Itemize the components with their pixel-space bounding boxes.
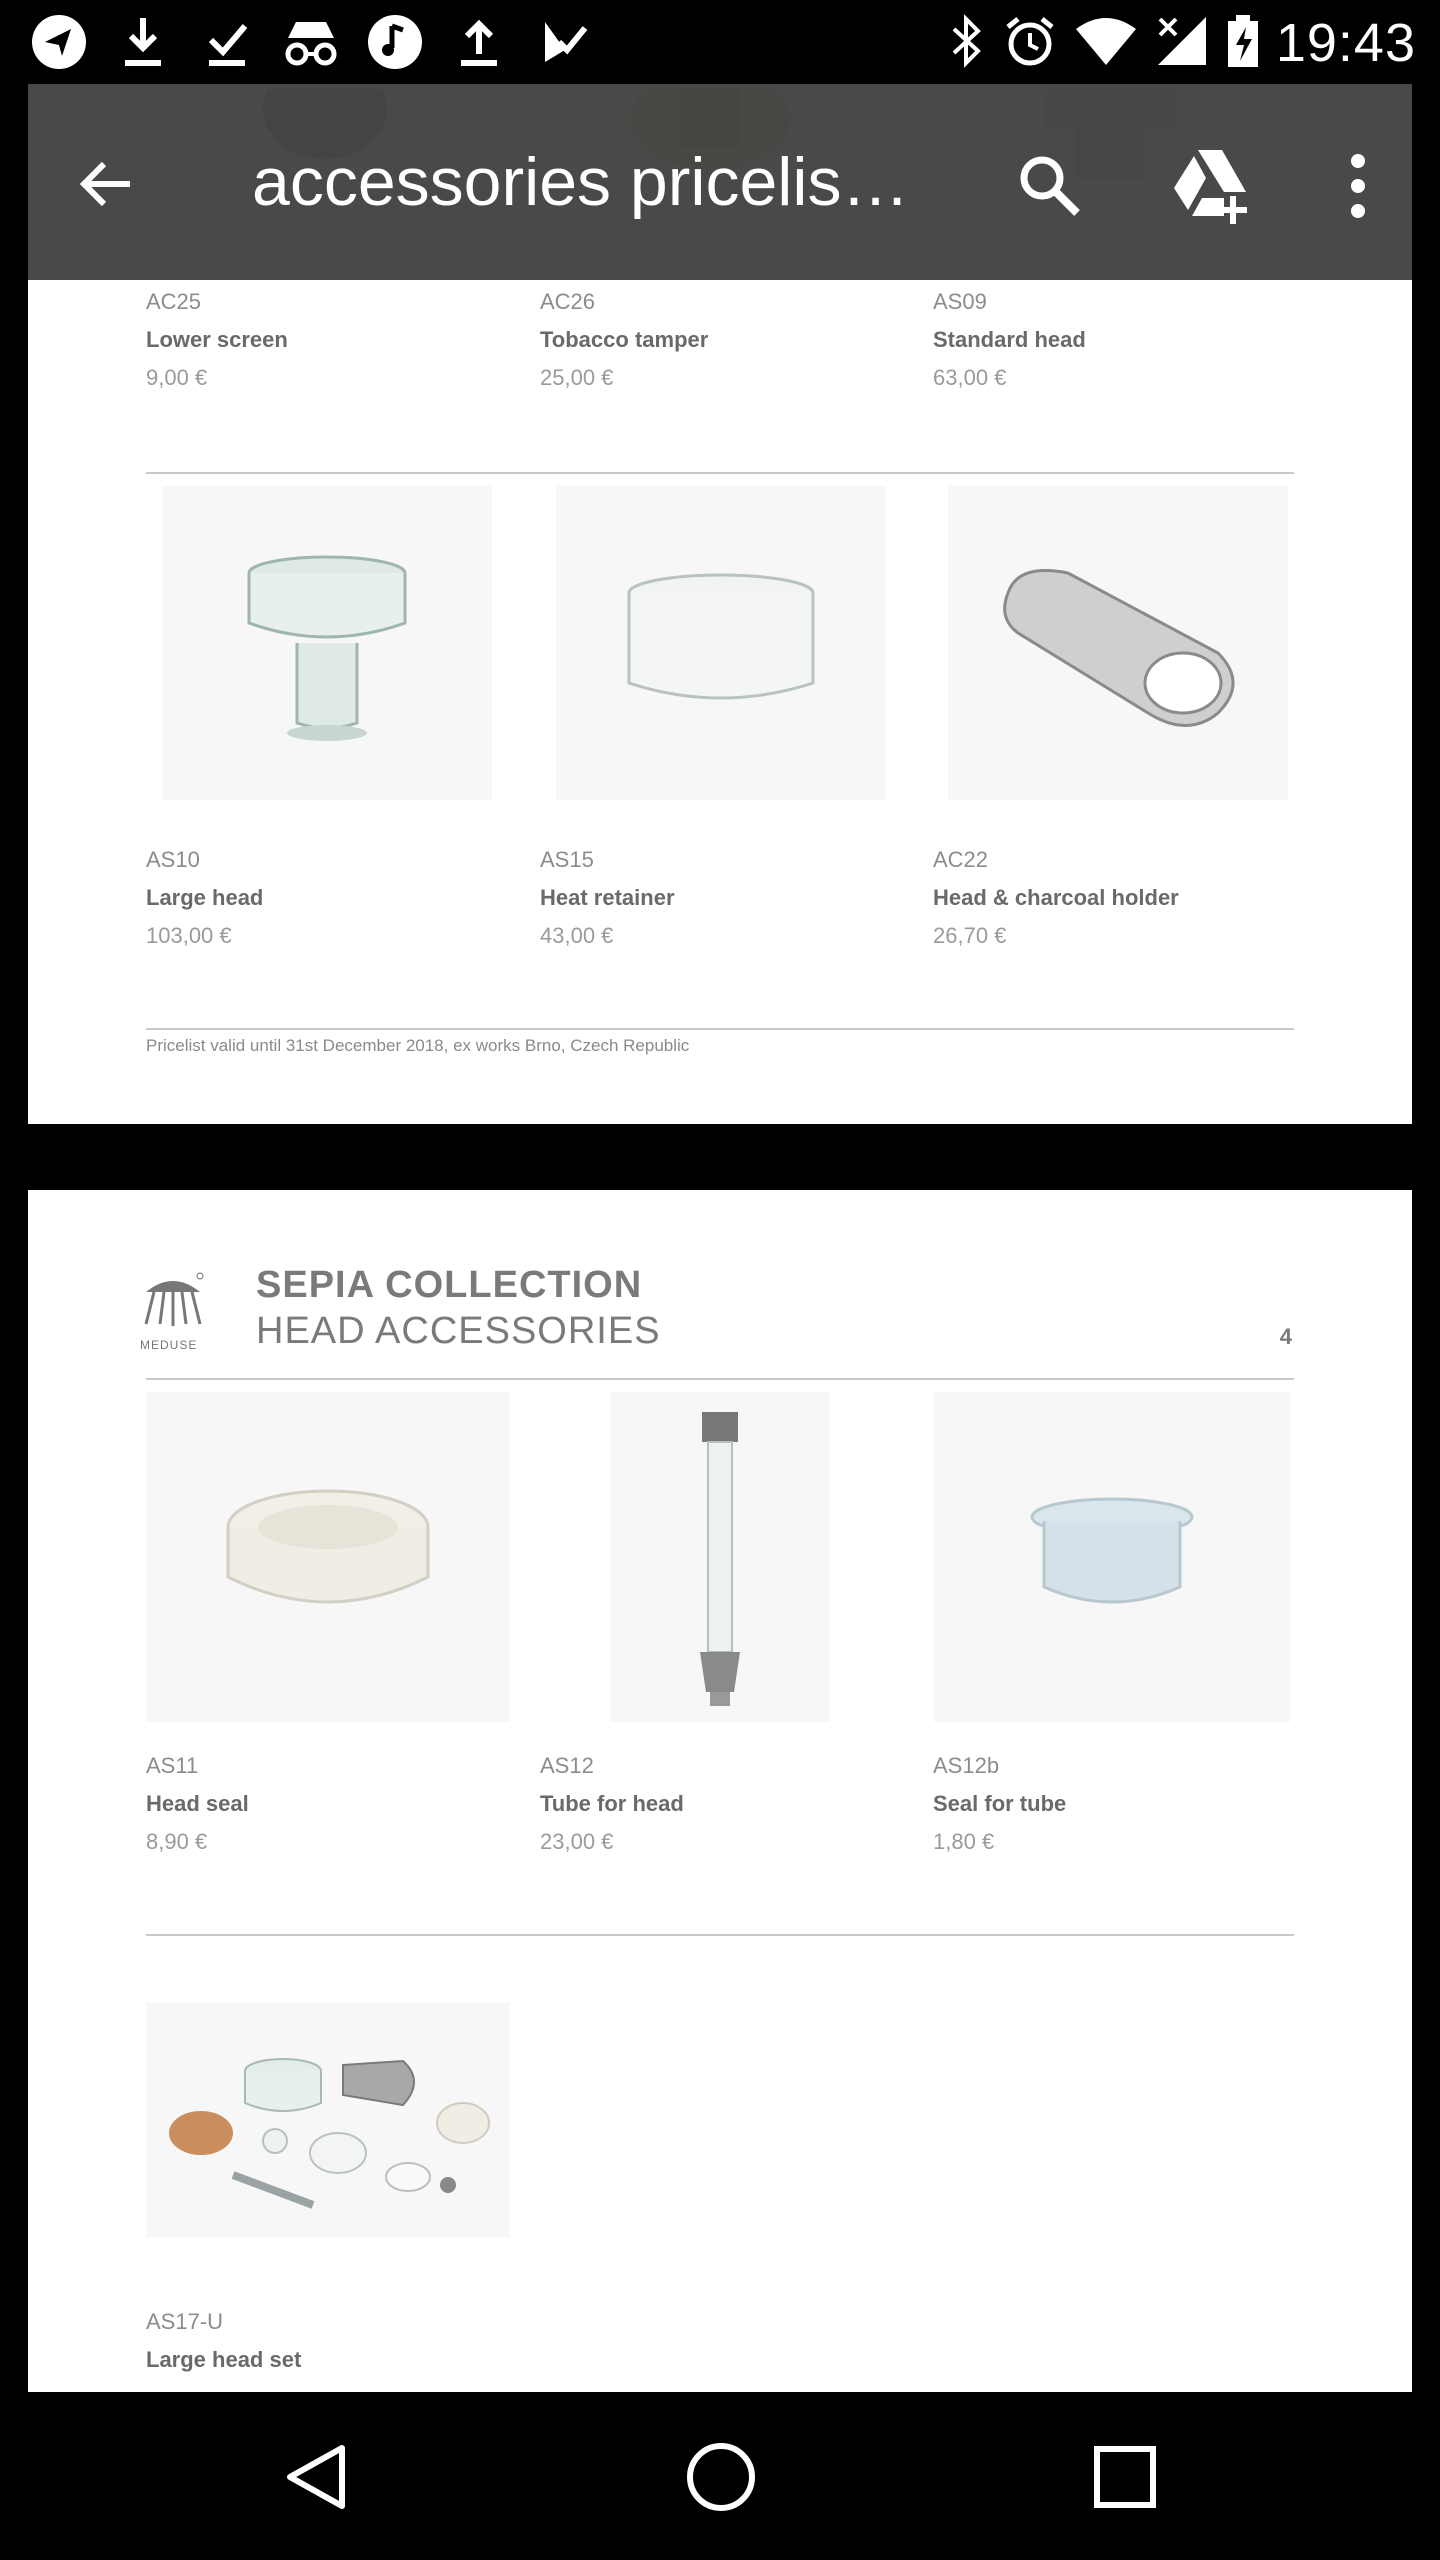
product-card-as09: [933, 288, 1293, 392]
product-code: AS11: [146, 1753, 199, 1778]
logo-text: MEDUSE: [140, 1338, 198, 1352]
product-price: 1,80 €: [933, 1829, 995, 1854]
document-title: accessories pricelis…: [252, 144, 910, 220]
status-bar: [0, 0, 1440, 84]
page-number: 4: [1279, 1324, 1292, 1349]
product-image-large-head: [162, 486, 492, 800]
product-code: AC22: [933, 847, 989, 872]
product-code: AC26: [540, 289, 596, 314]
triangle-back-icon: [282, 2442, 352, 2512]
product-price: 26,70 €: [933, 923, 1007, 948]
product-price: 43,00 €: [540, 923, 614, 948]
upload-icon: [448, 14, 510, 70]
wifi-icon: [1074, 13, 1138, 74]
product-code: AS12: [540, 1753, 594, 1778]
product-card-as12b: [933, 1752, 1293, 1856]
product-price: 103,00 €: [146, 923, 232, 948]
product-card-as11: [146, 1752, 506, 1856]
divider: [146, 472, 1294, 474]
arrow-back-icon: [74, 152, 138, 216]
product-name: Lower screen: [146, 327, 288, 352]
product-image-tube-for-head: [610, 1392, 830, 1722]
product-card-ac25: [146, 288, 506, 392]
product-code: AS10: [146, 847, 200, 872]
more-options-button[interactable]: [1328, 144, 1388, 228]
product-name: Seal for tube: [933, 1791, 1067, 1816]
divider: [146, 1934, 1294, 1936]
nav-home-button[interactable]: [676, 2432, 766, 2522]
product-card-as10: [146, 846, 506, 950]
product-name: Large head: [146, 885, 264, 910]
product-price: 25,00 €: [540, 365, 614, 390]
drive-add-icon: [1170, 144, 1254, 228]
product-image-heat-retainer: [556, 486, 886, 800]
product-code: AS15: [540, 847, 594, 872]
product-price: 9,00 €: [146, 365, 208, 390]
signal-off-icon: [1154, 13, 1210, 74]
nav-recents-button[interactable]: [1080, 2432, 1170, 2522]
product-name: Heat retainer: [540, 885, 675, 910]
navigation-bar: [0, 2392, 1440, 2560]
square-recents-icon: [1092, 2444, 1158, 2510]
add-to-drive-button[interactable]: [1166, 140, 1258, 232]
product-code: AS09: [933, 289, 987, 314]
section-title: HEAD ACCESSORIES: [256, 1310, 661, 1352]
product-name: Head seal: [146, 1791, 249, 1816]
download-icon: [112, 14, 174, 70]
product-name: Tube for head: [540, 1791, 684, 1816]
product-price: 63,00 €: [933, 365, 1007, 390]
divider: [146, 1028, 1294, 1030]
product-card-as12: [540, 1752, 900, 1856]
product-name: Head & charcoal holder: [933, 885, 1179, 910]
product-name: Tobacco tamper: [540, 327, 709, 352]
product-code: AS17-U: [146, 2309, 224, 2334]
nav-back-button[interactable]: [272, 2432, 362, 2522]
incognito-icon: [280, 14, 342, 70]
product-price: 23,00 €: [540, 1829, 614, 1854]
search-icon: [1015, 151, 1085, 221]
product-image-head-charcoal-holder: [948, 486, 1288, 800]
divider: [146, 1378, 1294, 1380]
collection-title: SEPIA COLLECTION: [256, 1264, 643, 1306]
product-image-head-seal: [146, 1392, 510, 1722]
pricelist-footnote: Pricelist valid until 31st December 2018, ex works Brno, Czech Republic: [146, 1036, 690, 1055]
navigation-icon: [28, 14, 90, 70]
battery-charging-icon: [1226, 13, 1260, 74]
product-code: AC25: [146, 289, 202, 314]
product-card-ac26: [540, 288, 900, 392]
product-image-large-head-set: [146, 2002, 510, 2238]
alarm-icon: [1002, 13, 1058, 74]
circle-home-icon: [684, 2440, 758, 2514]
product-code: AS12b: [933, 1753, 1000, 1778]
app-toolbar: [28, 84, 1412, 280]
product-price: 8,90 €: [146, 1829, 208, 1854]
bluetooth-icon: [946, 13, 986, 74]
meduse-logo-icon: [140, 1268, 206, 1348]
product-card-as17-u: [146, 2308, 506, 2374]
back-button[interactable]: [66, 144, 146, 224]
product-card-ac22: [933, 846, 1293, 950]
product-name: Standard head: [933, 327, 1086, 352]
more-vert-icon: [1348, 151, 1368, 221]
music-icon: [364, 14, 426, 70]
download-done-icon: [196, 14, 258, 70]
search-button[interactable]: [1008, 144, 1092, 228]
send-check-icon: [532, 14, 594, 70]
product-image-seal-for-tube: [934, 1392, 1290, 1722]
clock: 19:43: [1275, 13, 1416, 73]
product-card-as15: [540, 846, 900, 950]
product-name: Large head set: [146, 2347, 302, 2372]
